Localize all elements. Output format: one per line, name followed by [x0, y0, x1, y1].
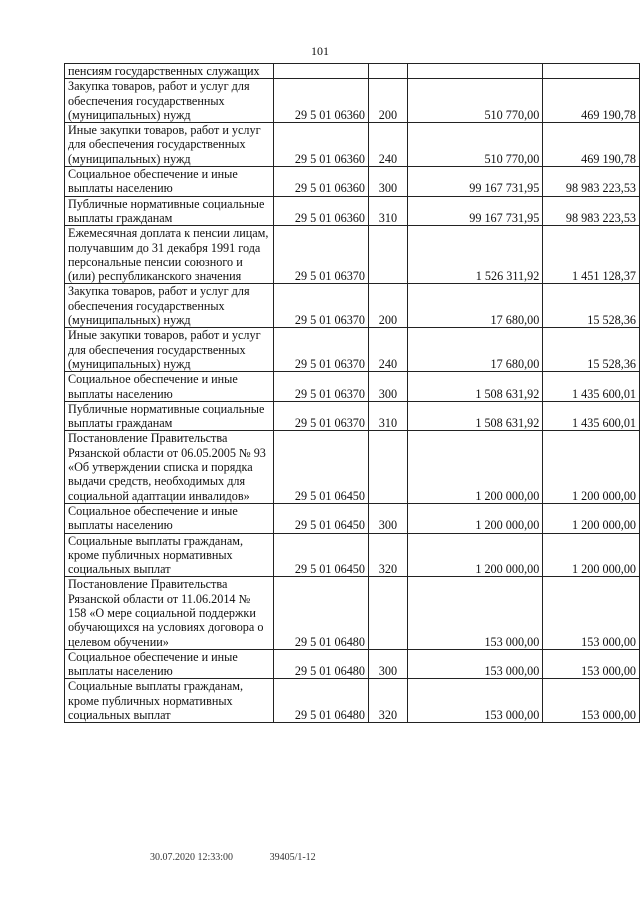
- table-row: [65, 284, 640, 328]
- executed-amount: 469 190,78: [543, 79, 640, 123]
- budget-item-name: Закупка товаров, работ и услуг для обеспечения государственных (муниципальных) нужд: [65, 79, 274, 123]
- budget-item-name: Постановление Правительства Рязанской области от 11.06.2014 № 158 «О мере социальной поддержки обучающихся на условиях договора о целевом обучении»: [65, 577, 274, 649]
- executed-amount: 15 528,36: [543, 328, 640, 372]
- target-article-code: 29 5 01 06370: [274, 372, 369, 402]
- target-article-code: 29 5 01 06370: [274, 226, 369, 284]
- budget-item-name: Социальное обеспечение и иные выплаты населению: [65, 649, 274, 679]
- page-footer: [150, 852, 350, 863]
- expense-type-code: 310: [368, 401, 407, 431]
- expense-type-code: 240: [368, 328, 407, 372]
- planned-amount: 99 167 731,95: [407, 167, 542, 197]
- executed-amount: 153 000,00: [543, 649, 640, 679]
- budget-item-name: Социальные выплаты гражданам, кроме публичных нормативных социальных выплат: [65, 679, 274, 723]
- planned-amount: 1 200 000,00: [407, 431, 542, 503]
- footer-timestamp: 30.07.2020 12:33:00: [150, 852, 234, 863]
- budget-item-name: Публичные нормативные социальные выплаты гражданам: [65, 401, 274, 431]
- executed-amount: 15 528,36: [543, 284, 640, 328]
- planned-amount: 1 200 000,00: [407, 533, 542, 577]
- target-article-code: 29 5 01 06450: [274, 533, 369, 577]
- expense-type-code: 240: [368, 123, 407, 167]
- expense-type-code: 200: [368, 79, 407, 123]
- target-article-code: 29 5 01 06360: [274, 196, 369, 226]
- planned-amount: 153 000,00: [407, 649, 542, 679]
- executed-amount: 469 190,78: [543, 123, 640, 167]
- expense-type-code: [368, 64, 407, 79]
- table-row: [65, 679, 640, 723]
- table-row: [65, 328, 640, 372]
- executed-amount: 98 983 223,53: [543, 167, 640, 197]
- executed-amount: 98 983 223,53: [543, 196, 640, 226]
- target-article-code: 29 5 01 06370: [274, 284, 369, 328]
- expense-type-code: 200: [368, 284, 407, 328]
- executed-amount: [543, 64, 640, 79]
- planned-amount: 1 508 631,92: [407, 372, 542, 402]
- table-body: [65, 64, 640, 723]
- table-row: [65, 431, 640, 503]
- executed-amount: 1 200 000,00: [543, 503, 640, 533]
- budget-table: [64, 63, 640, 723]
- planned-amount: 1 508 631,92: [407, 401, 542, 431]
- planned-amount: 17 680,00: [407, 284, 542, 328]
- target-article-code: 29 5 01 06360: [274, 123, 369, 167]
- executed-amount: 153 000,00: [543, 577, 640, 649]
- expense-type-code: 300: [368, 503, 407, 533]
- planned-amount: 1 200 000,00: [407, 503, 542, 533]
- budget-item-name: Социальное обеспечение и иные выплаты населению: [65, 167, 274, 197]
- target-article-code: 29 5 01 06480: [274, 649, 369, 679]
- executed-amount: 1 451 128,37: [543, 226, 640, 284]
- target-article-code: 29 5 01 06480: [274, 577, 369, 649]
- table-row: [65, 196, 640, 226]
- table-row: [65, 401, 640, 431]
- budget-item-name: Социальное обеспечение и иные выплаты населению: [65, 503, 274, 533]
- expense-type-code: [368, 226, 407, 284]
- expense-type-code: 320: [368, 679, 407, 723]
- expense-type-code: 300: [368, 372, 407, 402]
- budget-item-name: пенсиям государственных служащих: [65, 64, 274, 79]
- planned-amount: 510 770,00: [407, 123, 542, 167]
- target-article-code: 29 5 01 06450: [274, 503, 369, 533]
- budget-item-name: Социальные выплаты гражданам, кроме публичных нормативных социальных выплат: [65, 533, 274, 577]
- target-article-code: 29 5 01 06450: [274, 431, 369, 503]
- executed-amount: 1 200 000,00: [543, 431, 640, 503]
- target-article-code: 29 5 01 06370: [274, 328, 369, 372]
- planned-amount: 510 770,00: [407, 79, 542, 123]
- planned-amount: [407, 64, 542, 79]
- table-row: [65, 533, 640, 577]
- table-row: [65, 372, 640, 402]
- table-row: [65, 503, 640, 533]
- planned-amount: 99 167 731,95: [407, 196, 542, 226]
- expense-type-code: 300: [368, 649, 407, 679]
- target-article-code: [274, 64, 369, 79]
- table-row: [65, 226, 640, 284]
- executed-amount: 153 000,00: [543, 679, 640, 723]
- executed-amount: 1 435 600,01: [543, 401, 640, 431]
- budget-item-name: Постановление Правительства Рязанской области от 06.05.2005 № 93 «Об утверждении списка и порядка выдачи средств, необходимых для социальной адаптации инвалидов»: [65, 431, 274, 503]
- page-number: 101: [311, 44, 329, 58]
- table-row: [65, 123, 640, 167]
- target-article-code: 29 5 01 06370: [274, 401, 369, 431]
- footer-doc-code: 39405/1-12: [269, 852, 316, 863]
- budget-item-name: Ежемесячная доплата к пенсии лицам, получавшим до 31 декабря 1991 года персональные пенсии союзного и (или) республиканского значения: [65, 226, 274, 284]
- planned-amount: 153 000,00: [407, 679, 542, 723]
- expense-type-code: 300: [368, 167, 407, 197]
- table-row: [65, 64, 640, 79]
- target-article-code: 29 5 01 06480: [274, 679, 369, 723]
- expense-type-code: [368, 577, 407, 649]
- planned-amount: 1 526 311,92: [407, 226, 542, 284]
- budget-item-name: Иные закупки товаров, работ и услуг для обеспечения государственных (муниципальных) нужд: [65, 328, 274, 372]
- planned-amount: 153 000,00: [407, 577, 542, 649]
- expense-type-code: 310: [368, 196, 407, 226]
- executed-amount: 1 200 000,00: [543, 533, 640, 577]
- expense-type-code: [368, 431, 407, 503]
- expense-type-code: 320: [368, 533, 407, 577]
- table-row: [65, 649, 640, 679]
- target-article-code: 29 5 01 06360: [274, 167, 369, 197]
- budget-item-name: Иные закупки товаров, работ и услуг для обеспечения государственных (муниципальных) нужд: [65, 123, 274, 167]
- table-row: [65, 577, 640, 649]
- target-article-code: 29 5 01 06360: [274, 79, 369, 123]
- budget-item-name: Публичные нормативные социальные выплаты гражданам: [65, 196, 274, 226]
- budget-item-name: Социальное обеспечение и иные выплаты населению: [65, 372, 274, 402]
- planned-amount: 17 680,00: [407, 328, 542, 372]
- executed-amount: 1 435 600,01: [543, 372, 640, 402]
- budget-item-name: Закупка товаров, работ и услуг для обеспечения государственных (муниципальных) нужд: [65, 284, 274, 328]
- table-row: [65, 79, 640, 123]
- table-row: [65, 167, 640, 197]
